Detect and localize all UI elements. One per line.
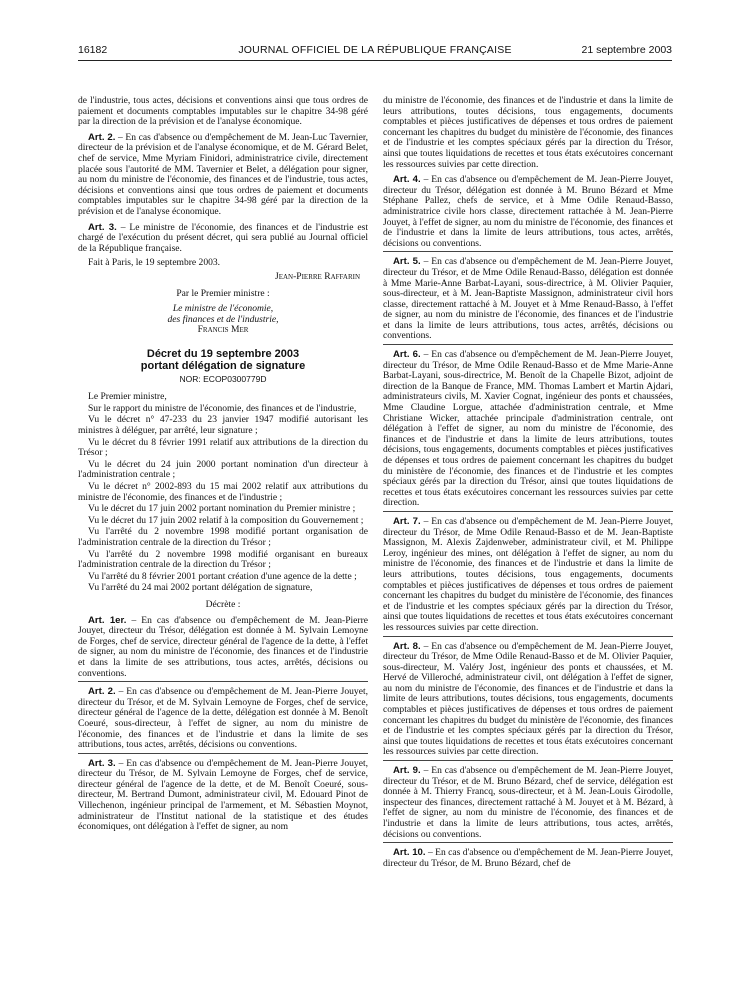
article-text: – En cas d'absence ou d'empêchement de M. Jean-Pierre Jouyet, directeur du Trésor, et de M. Sylvain Lemoyne de Forges, chef de service, directeur général de l'agence de la dette, délégation est donnée à M. Benoît Coeuré, sous-directeur, à l'effet de signer, au nom du ministre de l'économie, des finances et de l'industrie et dans la limite de ses attributions, tous actes, arrêtés, décisions ou conventions. [78, 686, 368, 751]
article-text: – En cas d'absence ou d'empêchement de M. Jean-Pierre Jouyet, directeur du Trésor, de M. Sylvain Lemoyne de Forges, chef de service, directeur général de l'agence de la dette, et de M. Benoît Coeuré, sous-directeur, M. Bertrand Dumont, administrateur civil, M. Edouard Pinot de Villechenon, ingénieur principal de l'armement, et M. Sébastien Moynot, administrateur de l'Institut national de la statistique et des études économiques, ont délégation à l'effet de signer, au nom [78, 757, 368, 833]
article-6 [383, 350, 673, 509]
article-text: – En cas d'absence ou d'empêchement de M. Jean-Pierre Jouyet, directeur du Trésor, délégation est donnée à M. Bruno Bézard et Mme Stéphane Pallez, chefs de service, et à Mme Odile Renaud-Basso, administratrice civile hors classe, directement rattachée à M. Jean-Pierre Jouyet, à l'effet de signer, au nom du ministre de l'économie, des finances et de l'industrie et dans la limite de leurs attributions, tous actes, arrêtés, décisions ou conventions. [383, 174, 673, 249]
article-4 [383, 175, 673, 249]
article-label: Art. 1er. [88, 614, 127, 626]
article-2-previous [78, 133, 368, 218]
divider [383, 636, 673, 637]
article-label: Art. 8. [393, 640, 421, 652]
article-text: – En cas d'absence ou d'empêchement de M. Jean-Pierre Jouyet, directeur du Trésor, de M. Bruno Bézard, chef de [383, 847, 673, 869]
divider [383, 511, 673, 512]
article-label: Art. 4. [393, 174, 421, 186]
issue-date: 21 septembre 2003 [581, 44, 672, 56]
preamble-line: Vu le décret du 17 juin 2002 portant nomination du Premier ministre ; [88, 503, 356, 515]
preamble-line: Vu l'arrêté du 24 mai 2002 portant délégation de signature, [88, 582, 313, 594]
article-label: Art. 10. [393, 847, 426, 859]
article-text: – En cas d'absence ou d'empêchement de M. Jean-Pierre Jouyet, directeur du Trésor, et de Mme Odile Renaud-Basso, délégation est donnée à Mme Marie-Anne Barbat-Layani, sous-directrice, à M. Olivier Paquier, sous-directeur, et à M. Jean-Baptiste Massignon, administrateur civil hors classe, directement rattaché à M. Jouyet et à Mme Renaud-Basso, à l'effet de signer, au nom du ministre de l'économie, des finances et de l'industrie et dans la limite de leurs attributions, tous actes, arrêtés, décisions ou conventions. [383, 256, 673, 342]
divider [383, 760, 673, 761]
minister-name: Francis Mer [197, 324, 249, 336]
article-label: Art. 6. [393, 349, 421, 361]
article-1 [78, 616, 368, 680]
nor-reference: NOR: ECOP0300779D [179, 373, 267, 384]
article-10 [383, 848, 673, 869]
preamble-line: Vu le décret du 17 juin 2002 relatif à la composition du Gouvernement ; [88, 514, 364, 526]
paragraph: du ministre de l'économie, des finances et de l'industrie et dans la limite de leurs attributions, toutes décisions, tous engagements, documents comptables et pièces justificatives de dépenses et tous ordres de paiement concernant les chapitres du budget du ministère de l'économie, des finances et de l'industrie et les comptes spéciaux gérés par la direction du Trésor, ainsi que toutes liquidations de recettes et tous états exécutoires concernant les ressources suivies par cette direction. [383, 95, 673, 170]
preamble-line: Sur le rapport du ministre de l'économie, des finances et de l'industrie, [88, 402, 357, 414]
preamble-line: Vu l'arrêté du 2 novembre 1998 modifié portant organisation de l'administration centrale de la direction du Trésor ; [78, 526, 368, 548]
article-3 [78, 759, 368, 833]
article-text: – En cas d'absence ou d'empêchement de M. Jean-Luc Tavernier, directeur de la prévision et de l'analyse économique, et de M. Gérard Belet, chef de service, Mme Myriam Finidori, administratrice civile, directement placée sous l'autorité de MM. Tavernier et Belet, a délégation pour signer, au nom du ministre de l'économie, des finances et de l'industrie, tous actes, décisions et conventions ainsi que tous ordres de paiement et documents comptables imputables sur le chapitre 34-98 géré par la direction de la prévision et de l'analyse économique. [78, 131, 368, 217]
article-label: Art. 2. [88, 686, 116, 698]
divider [383, 842, 673, 843]
paragraph: de l'industrie, tous actes, décisions et conventions ainsi que tous ordres de paiement et documents comptables imputables sur le chapitre 34-98 géré par la direction de la prévision et de l'analyse économique. [78, 95, 368, 128]
article-7 [383, 517, 673, 634]
decree-title [78, 348, 368, 372]
article-3-previous [78, 223, 368, 255]
divider [78, 681, 368, 682]
article-9 [383, 766, 673, 840]
decree-title-line-2: portant délégation de signature [140, 359, 306, 372]
article-label: Art. 9. [393, 765, 421, 777]
article-text: – Le ministre de l'économie, des finances et de l'industrie est chargé de l'exécution du présent décret, qui sera publié au Journal officiel de la République française. [78, 221, 368, 254]
preamble-line: Vu le décret n° 47-233 du 23 janvier 1947 modifié autorisant les ministres à déléguer, par arrêté, leur signature ; [78, 414, 368, 437]
divider [383, 344, 673, 345]
divider [78, 753, 368, 754]
minister-title-line-1: Le ministre de l'économie, [172, 303, 274, 315]
right-column [383, 96, 673, 870]
decrete-heading: Décrète : [205, 598, 241, 610]
preamble-line: Le Premier ministre, [88, 391, 167, 403]
left-column [78, 96, 368, 834]
article-label: Art. 3. [88, 221, 117, 233]
preamble-line: Vu le décret du 8 février 1991 relatif aux attributions de la direction du Trésor ; [78, 436, 368, 459]
done-at-line: Fait à Paris, le 19 septembre 2003. [88, 257, 221, 269]
page-header [78, 44, 672, 61]
decree-title-line-1: Décret du 19 septembre 2003 [146, 347, 300, 360]
preamble-line: Vu le décret n° 2002-893 du 15 mai 2002 relatif aux attributions du ministre de l'économie, des finances et de l'industrie ; [78, 481, 368, 503]
article-8 [383, 642, 673, 759]
article-text: – En cas d'absence ou d'empêchement de M. Jean-Pierre Jouyet, directeur du Trésor, de Mme Odile Renaud-Basso et de Mme Marie-Anne Barbat-Layani, sous-directrice, M. Benoît de la Chapelle Bizot, adjoint de direction de la Banque de France, MM. Thomas Lambert et Martin Ajdari, administrateurs civils, M. Xavier Cognat, ingénieur des ponts et chaussées, Mme Claudine Lorgue, attachée d'administration centrale, et Mme Christiane Wicker, attachée principale d'administration centrale, ont délégation à l'effet de signer, au nom du ministre de l'économie, des finances et de l'industrie et dans la limite de leurs attributions, toutes décisions, tous engagements, documents comptables et pièces justificatives de dépenses et tous ordres de paiement concernant les chapitres du budget du ministère de l'économie, des finances et de l'industrie et les comptes spéciaux gérés par la direction du Trésor, ainsi que toutes liquidations de recettes et tous états exécutoires concernant les ressources suivies par cette direction. [383, 349, 673, 509]
preamble-line: Vu le décret du 24 juin 2000 portant nomination d'un directeur à l'administration centrale ; [78, 458, 368, 481]
article-text: – En cas d'absence ou d'empêchement de M. Jean-Pierre Jouyet, directeur du Trésor, de Mme Odile Renaud-Basso et de M. Olivier Paquier, sous-directeur, M. Valéry Jost, ingénieur des ponts et chaussées, et M. Hervé de Villeroché, administrateur civil, ont délégation à l'effet de signer, au nom du ministre de l'économie, des finances et de l'industrie et dans la limite de leurs attributions, toutes décisions, tous engagements, documents comptables et pièces justificatives de dépenses et tous ordres de paiement concernant les chapitres du budget du ministère de l'économie, des finances et de l'industrie et les comptes spéciaux gérés par la direction du Trésor, ainsi que toutes liquidations de recettes et tous états exécutoires concernant les ressources suivies par cette direction. [383, 640, 673, 758]
article-text: – En cas d'absence ou d'empêchement de M. Jean-Pierre Jouyet, directeur du Trésor, de Mme Odile Renaud-Basso et de M. Jean-Baptiste Massignon, M. Alexis Zajdenweber, administrateur civil, et M. Philippe Leroy, ingénieur des mines, ont délégation à l'effet de signer, au nom du ministre de l'économie, des finances et de l'industrie et dans la limite de leurs attributions, toutes décisions, tous engagements, documents comptables et pièces justificatives de dépenses et tous ordres de paiement concernant les chapitres du budget du ministère de l'économie, des finances et de l'industrie et les comptes spéciaux gérés par la direction du Trésor, ainsi que toutes liquidations de recettes et tous états exécutoires concernant les ressources suivies par cette direction. [383, 515, 673, 633]
preamble-line: Vu l'arrêté du 2 novembre 1998 modifié organisant en bureaux l'administration centrale de la direction du Trésor ; [78, 548, 368, 571]
divider [383, 251, 673, 252]
article-label: Art. 3. [88, 757, 116, 769]
by-prime-minister: Par le Premier ministre : [176, 287, 270, 299]
signer-name: Jean-Pierre Raffarin [275, 270, 360, 282]
preamble [78, 392, 368, 594]
minister-title-line-2: des finances et de l'industrie, [167, 314, 279, 326]
page-number: 16182 [78, 44, 108, 56]
article-text: – En cas d'absence ou d'empêchement de M. Jean-Pierre Jouyet, directeur du Trésor, et de M. Bruno Bézard, chef de service, délégation est donnée à M. Thierry Francq, sous-directeur, et à M. Jean-Louis Girodolle, inspecteur des finances, directement rattaché à M. Jouyet et à M. Bézard, à l'effet de signer, au nom du ministre de l'économie, des finances et de l'industrie et dans la limite de leurs attributions, tous actes, arrêtés, décisions ou conventions. [383, 765, 673, 840]
journal-title: JOURNAL OFFICIEL DE LA RÉPUBLIQUE FRANÇAISE [238, 44, 512, 56]
article-label: Art. 7. [393, 515, 421, 527]
article-2 [78, 687, 368, 751]
article-text: – En cas d'absence ou d'empêchement de M. Jean-Pierre Jouyet, directeur du Trésor, délégation est donnée à M. Sylvain Lemoyne de Forges, chef de service, directeur général de l'agence de la dette, à l'effet de signer, au nom du ministre de l'économie, des finances et de l'industrie et dans la limite de ses attributions, tous actes, arrêtés, décisions ou conventions. [78, 614, 368, 679]
article-5 [383, 257, 673, 342]
preamble-line: Vu l'arrêté du 8 février 2001 portant création d'une agence de la dette ; [88, 570, 357, 582]
article-label: Art. 2. [88, 131, 116, 143]
article-label: Art. 5. [393, 256, 421, 268]
